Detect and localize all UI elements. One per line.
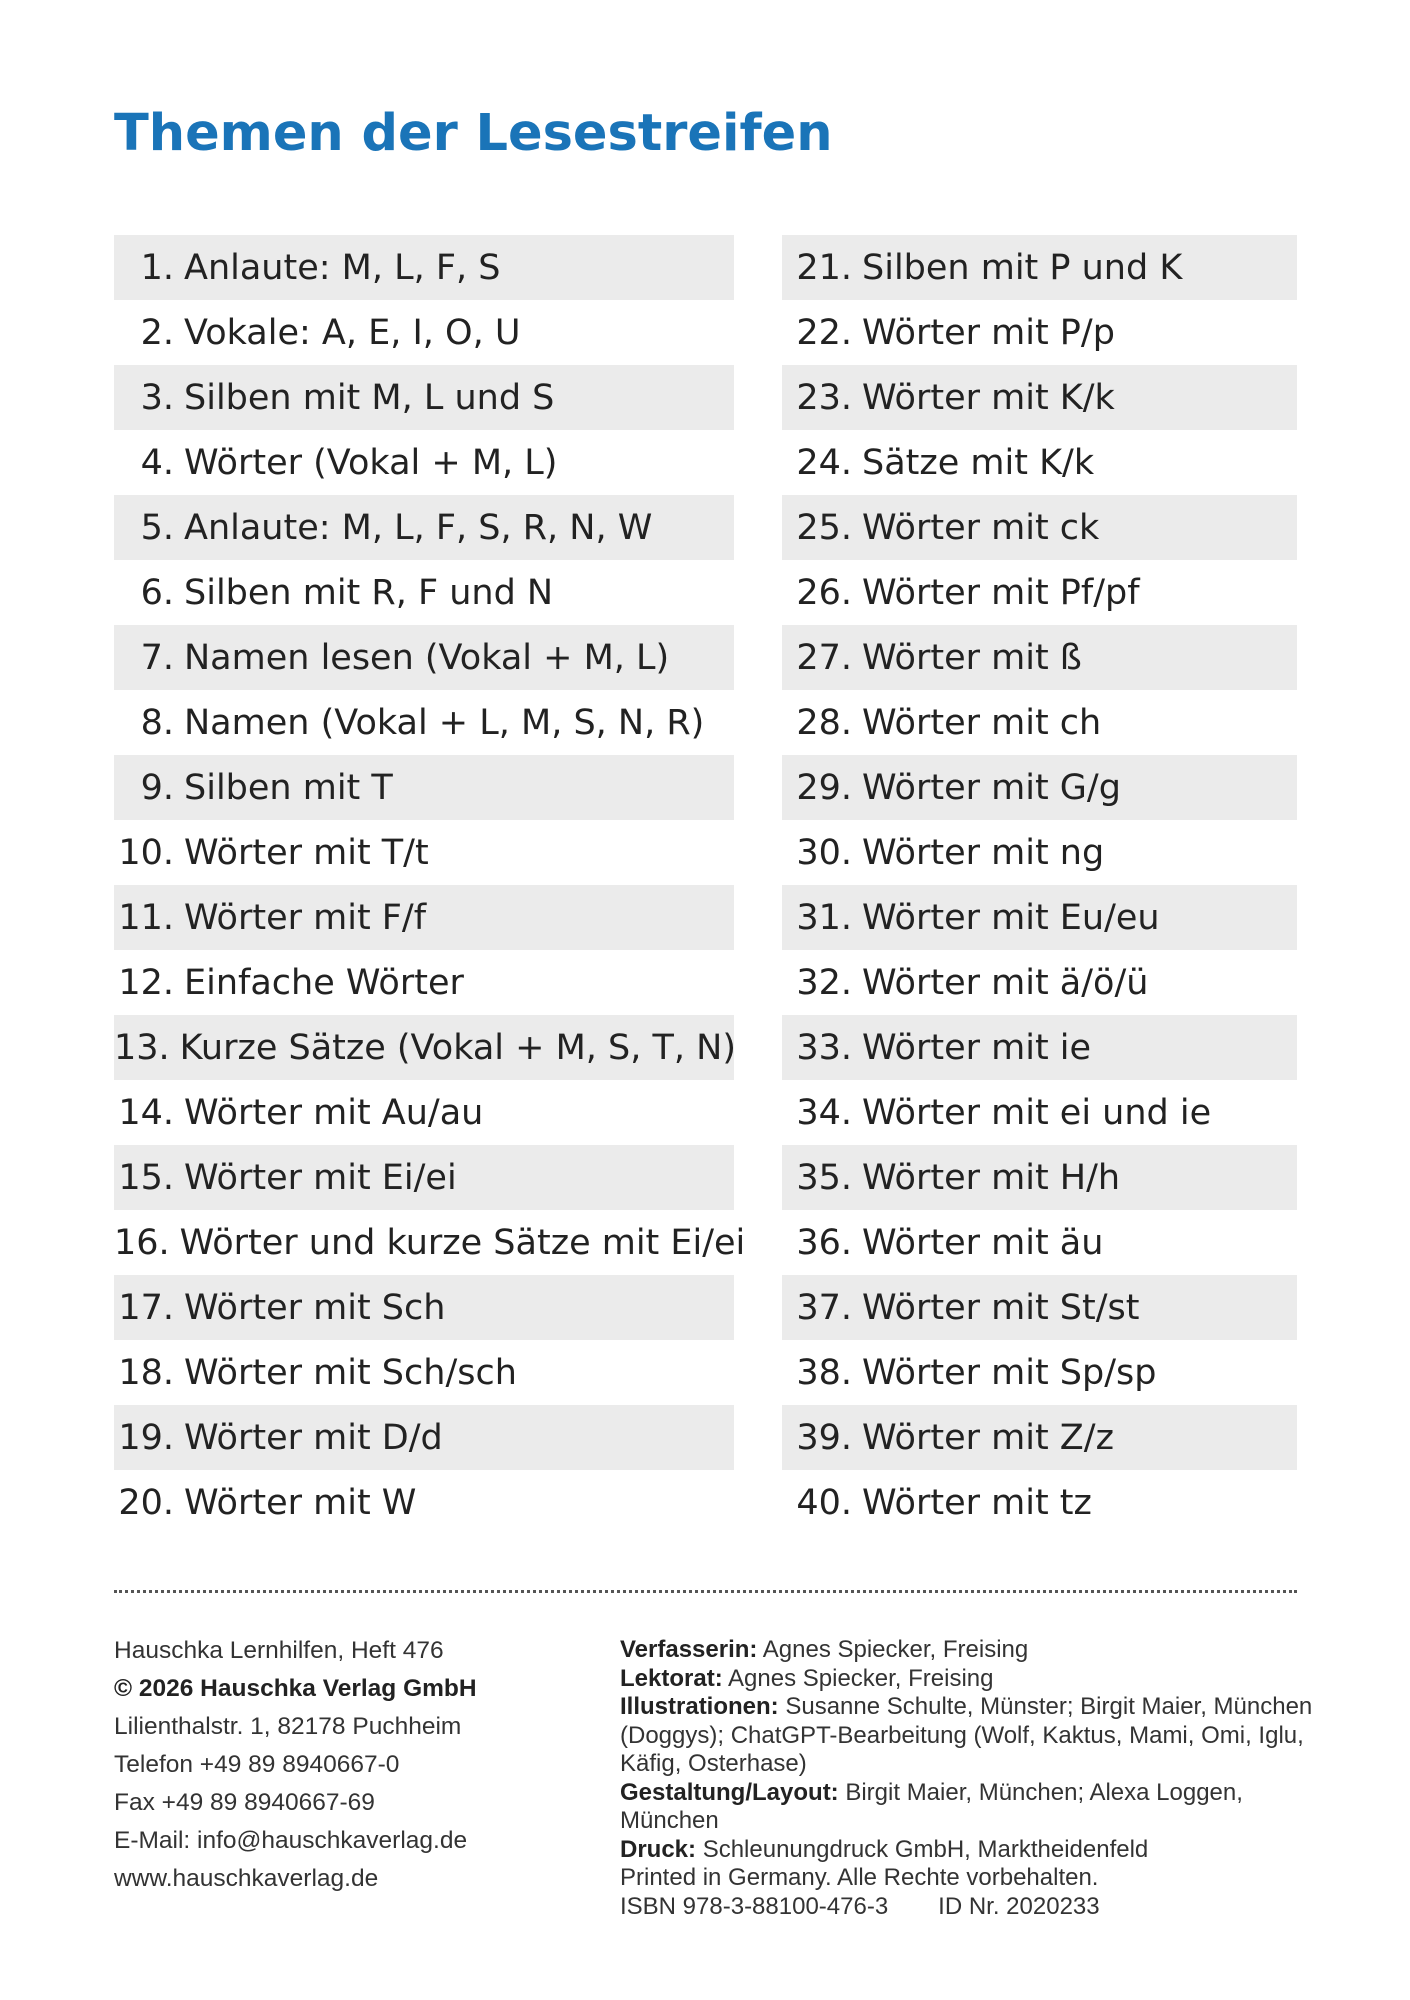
topic-number: 19. (118, 1417, 174, 1458)
topic-number: 13. (114, 1027, 170, 1068)
topic-row (782, 235, 1297, 300)
topic-text: Wörter mit Sch (184, 1287, 446, 1328)
topic-number: 4. (140, 442, 174, 483)
topic-text: Wörter mit Eu/eu (862, 897, 1160, 938)
topic-row (782, 1145, 1297, 1210)
credit-author (620, 1636, 1340, 1665)
credit-illustrations (620, 1693, 1340, 1779)
topic-text: Wörter mit K/k (862, 377, 1115, 418)
topic-number: 27. (796, 637, 852, 678)
topic-row (782, 365, 1297, 430)
topic-text: Wörter mit Sch/sch (184, 1352, 517, 1393)
topic-row (114, 1405, 734, 1470)
topic-row (782, 300, 1297, 365)
topic-number: 32. (796, 962, 852, 1003)
topic-text: Wörter mit Au/au (184, 1092, 484, 1133)
topic-text: Wörter mit äu (862, 1222, 1104, 1263)
topic-row (114, 365, 734, 430)
credit-illustrations-label: Illustrationen: (620, 1693, 779, 1720)
topic-row (782, 1275, 1297, 1340)
topic-number: 34. (796, 1092, 852, 1133)
topic-text: Sätze mit K/k (862, 442, 1095, 483)
topic-text: Einfache Wörter (184, 962, 464, 1003)
topic-list-right (782, 235, 1297, 1535)
topic-row (114, 495, 734, 560)
topic-text: Wörter mit Pf/pf (862, 572, 1140, 613)
topic-text: Wörter mit ie (862, 1027, 1092, 1068)
topic-row (782, 755, 1297, 820)
address-line: Lilienthalstr. 1, 82178 Puchheim (114, 1713, 462, 1740)
topic-row (114, 690, 734, 755)
topic-row (782, 885, 1297, 950)
topic-number: 37. (796, 1287, 852, 1328)
topic-number: 7. (140, 637, 174, 678)
topic-text: Wörter mit W (184, 1482, 417, 1523)
credit-author-label: Verfasserin: (620, 1636, 758, 1663)
topic-text: Anlaute: M, L, F, S (184, 247, 501, 288)
credit-editor (620, 1665, 1340, 1694)
topic-text: Wörter mit ä/ö/ü (862, 962, 1149, 1003)
credit-author-value: Agnes Spiecker, Freising (762, 1636, 1029, 1663)
topic-number: 35. (796, 1157, 852, 1198)
credit-print-value: Schleunungdruck GmbH, Marktheidenfeld (702, 1835, 1149, 1863)
topic-number: 9. (140, 767, 174, 808)
topic-row (114, 1145, 734, 1210)
topic-text: Wörter mit Sp/sp (862, 1352, 1157, 1393)
phone-line: Telefon +49 89 8940667-0 (114, 1751, 400, 1778)
topic-text: Wörter mit ck (862, 507, 1100, 548)
topic-number: 17. (118, 1287, 174, 1328)
copyright-line: © 2026 Hauschka Verlag GmbH (114, 1675, 477, 1702)
topic-text: Kurze Sätze (Vokal + M, S, T, N) (179, 1027, 736, 1068)
topic-number: 12. (118, 962, 174, 1003)
topic-row (782, 1340, 1297, 1405)
topic-row (782, 430, 1297, 495)
dotted-divider (114, 1590, 1297, 1593)
topic-number: 8. (140, 702, 174, 743)
topic-text: Vokale: A, E, I, O, U (184, 312, 521, 353)
topic-number: 11. (118, 897, 174, 938)
credit-layout-value: Birgit Maier, München; Alexa Loggen, München (620, 1778, 1243, 1834)
topic-text: Wörter mit ß (862, 637, 1082, 678)
fax-line: Fax +49 89 8940667-69 (114, 1789, 375, 1816)
topic-number: 28. (796, 702, 852, 743)
topic-row (114, 235, 734, 300)
topic-number: 23. (796, 377, 852, 418)
topic-row (782, 625, 1297, 690)
topic-row (114, 300, 734, 365)
topic-text: Wörter mit ng (862, 832, 1105, 873)
topic-number: 21. (796, 247, 852, 288)
page-title: Themen der Lesestreifen (114, 104, 833, 163)
topic-text: Wörter mit tz (862, 1482, 1092, 1523)
publisher-info (114, 1632, 477, 1898)
credit-layout (620, 1779, 1340, 1836)
topic-number: 20. (118, 1482, 174, 1523)
topic-text: Wörter mit G/g (862, 767, 1121, 808)
topic-text: Silben mit R, F und N (184, 572, 554, 613)
topic-text: Wörter mit T/t (184, 832, 429, 873)
topic-row (114, 1340, 734, 1405)
topic-number: 15. (118, 1157, 174, 1198)
topic-number: 18. (118, 1352, 174, 1393)
topic-number: 26. (796, 572, 852, 613)
topic-text: Wörter mit P/p (862, 312, 1115, 353)
topic-number: 36. (796, 1222, 852, 1263)
topic-number: 38. (796, 1352, 852, 1393)
topic-list-left (114, 235, 746, 1535)
topic-row (782, 1405, 1297, 1470)
topic-row (782, 1080, 1297, 1145)
topic-number: 30. (796, 832, 852, 873)
topic-row (782, 820, 1297, 885)
topic-number: 6. (140, 572, 174, 613)
topic-number: 5. (140, 507, 174, 548)
topic-row (114, 1080, 734, 1145)
series-line: Hauschka Lernhilfen, Heft 476 (114, 1637, 444, 1664)
topic-text: Wörter mit F/f (184, 897, 427, 938)
topic-row (782, 1015, 1297, 1080)
topic-text: Wörter mit Ei/ei (184, 1157, 457, 1198)
credit-layout-label: Gestaltung/Layout: (620, 1778, 839, 1806)
credit-print (620, 1836, 1340, 1865)
topic-number: 2. (140, 312, 174, 353)
topic-text: Wörter mit ch (862, 702, 1102, 743)
topic-number: 40. (796, 1482, 852, 1523)
topic-row (782, 1470, 1297, 1535)
credit-editor-value: Agnes Spiecker, Freising (728, 1664, 994, 1692)
topic-text: Silben mit T (184, 767, 393, 808)
topic-text: Wörter mit Z/z (862, 1417, 1114, 1458)
topic-number: 16. (114, 1222, 170, 1263)
topic-row (114, 755, 734, 820)
topic-number: 14. (118, 1092, 174, 1133)
topic-number: 31. (796, 897, 852, 938)
topic-number: 33. (796, 1027, 852, 1068)
id-number: ID Nr. 2020233 (938, 1892, 1100, 1920)
topic-number: 3. (140, 377, 174, 418)
topic-row (782, 495, 1297, 560)
email-line: E-Mail: info@hauschkaverlag.de (114, 1827, 468, 1854)
rights-line: Printed in Germany. Alle Rechte vorbehalten. (620, 1864, 1099, 1891)
topic-text: Silben mit M, L und S (184, 377, 555, 418)
topic-number: 39. (796, 1417, 852, 1458)
topic-row (782, 560, 1297, 625)
topic-number: 24. (796, 442, 852, 483)
topic-number: 25. (796, 507, 852, 548)
topic-number: 10. (118, 832, 174, 873)
topic-number: 1. (140, 247, 174, 288)
topic-text: Namen (Vokal + L, M, S, N, R) (184, 702, 705, 743)
topic-text: Silben mit P und K (862, 247, 1183, 288)
topic-row (782, 1210, 1297, 1275)
topic-number: 22. (796, 312, 852, 353)
credit-illustrations-value: Susanne Schulte, Münster; Birgit Maier, München (Doggys); ChatGPT-Bearbeitung (Wolf, Kaktus, Mami, Omi, Iglu, Käfig, Osterhase) (620, 1693, 1313, 1777)
credit-print-label: Druck: (620, 1835, 697, 1863)
topic-text: Wörter mit H/h (862, 1157, 1121, 1198)
topic-row (114, 1275, 734, 1340)
topic-text: Anlaute: M, L, F, S, R, N, W (184, 507, 653, 548)
topic-text: Wörter mit D/d (184, 1417, 443, 1458)
topic-row (114, 820, 734, 885)
topic-row (114, 950, 734, 1015)
topic-row (114, 1470, 734, 1535)
topic-text: Wörter und kurze Sätze mit Ei/ei (179, 1222, 746, 1263)
topic-text: Wörter mit ei und ie (862, 1092, 1212, 1133)
isbn-line (620, 1893, 1340, 1922)
topic-row (114, 1210, 746, 1275)
topic-text: Wörter (Vokal + M, L) (184, 442, 558, 483)
website-line: www.hauschkaverlag.de (114, 1865, 379, 1892)
topic-row (114, 625, 734, 690)
isbn: ISBN 978-3-88100-476-3 (620, 1892, 889, 1920)
topic-row (114, 885, 734, 950)
topic-row (782, 950, 1297, 1015)
credits (620, 1636, 1340, 1921)
credit-editor-label: Lektorat: (620, 1664, 723, 1692)
topic-number: 29. (796, 767, 852, 808)
topic-row (114, 430, 734, 495)
topic-row (114, 1015, 734, 1080)
topic-row (114, 560, 734, 625)
topic-text: Namen lesen (Vokal + M, L) (184, 637, 670, 678)
topic-text: Wörter mit St/st (862, 1287, 1140, 1328)
topic-row (782, 690, 1297, 755)
